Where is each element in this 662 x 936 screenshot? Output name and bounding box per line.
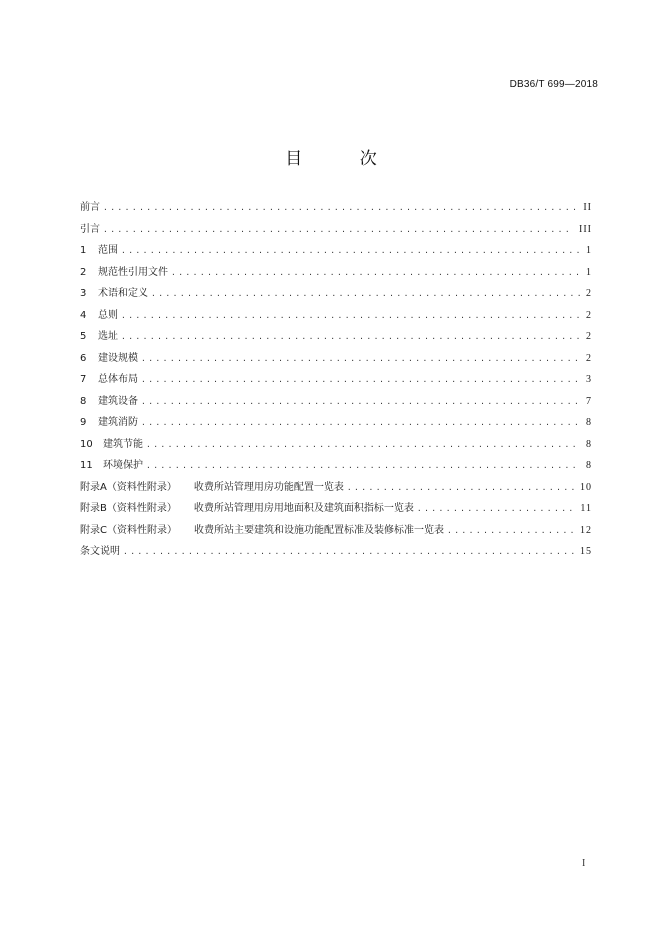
toc-entry-page: 8 [586,460,592,471]
toc-entry-title: 范围 [98,245,118,256]
toc-entry-page: 2 [586,309,592,321]
toc-entry-leader-dots [141,412,580,434]
toc-entry-label [80,348,138,370]
toc-entry-title: 总则 [98,309,118,321]
toc-entry-title: 附录C（资料性附录） [80,524,177,536]
toc-entry-number: 11 [80,460,93,471]
toc-entry-number: 4 [80,309,87,321]
toc-entry-page: 10 [580,481,592,493]
toc-entry-number: 2 [80,266,87,278]
toc-entry-page: 1 [586,266,592,278]
toc-entry-label [80,391,138,413]
toc-entry[interactable] [80,262,592,284]
toc-entry-leader-dots [417,498,574,520]
toc-entry-title: 引言 [80,223,100,235]
toc-entry-title: 环境保护 [103,460,143,471]
toc-entry-page: 2 [586,352,592,364]
toc-entry-leader-dots [171,262,580,284]
toc-entry-label [80,434,143,456]
toc-entry-page: 2 [586,288,592,299]
toc-entry-label [80,412,138,434]
toc-entry-title: 总体布局 [98,374,138,385]
toc-entry-label [80,305,118,327]
toc-entry-label [80,477,344,499]
toc-entry-number: 3 [80,288,87,299]
toc-entry-title: 建筑设备 [98,395,138,407]
toc-entry-page: 8 [586,417,592,428]
toc-entry-page: 7 [586,395,592,407]
toc-entry-title: 建设规模 [98,352,138,364]
toc-entry-title: 规范性引用文件 [98,266,168,278]
toc-entry[interactable] [80,197,592,219]
toc-entry[interactable] [80,391,592,413]
toc-entry[interactable] [80,283,592,305]
toc-entry-number: 7 [80,374,87,385]
toc-entry-label [80,240,118,262]
toc-entry-label [80,283,148,305]
toc-entry-label [80,520,444,542]
toc-entry-title: 附录A（资料性附录） [80,481,177,493]
toc-entry-leader-dots [146,434,580,456]
toc-entry-subtitle: 收费所站主要建筑和设施功能配置标准及装修标准一览表 [193,524,444,536]
toc-entry[interactable] [80,369,592,391]
toc-entry[interactable] [80,498,592,520]
toc-entry-number: 1 [80,245,87,256]
toc-entry-page: 8 [586,438,592,450]
toc-entry-number: 9 [80,417,87,428]
toc-entry-leader-dots [121,305,580,327]
toc-entry-title: 建筑消防 [98,417,138,428]
toc-entry-leader-dots [447,520,574,542]
toc-entry-label [80,498,414,520]
toc-entry-page: II [583,202,592,213]
toc-entry-page: III [579,223,592,235]
toc-entry-leader-dots [146,455,580,477]
toc-entry-leader-dots [103,197,577,219]
toc-entry[interactable] [80,477,592,499]
toc-entry-title: 前言 [80,202,100,213]
toc-entry[interactable] [80,326,592,348]
toc-entry-page: 3 [586,374,592,385]
toc-entry-title: 附录B（资料性附录） [80,503,177,514]
toc-entry-leader-dots [141,369,580,391]
toc-entry[interactable] [80,541,592,563]
toc-entry[interactable] [80,434,592,456]
toc-entry[interactable] [80,412,592,434]
toc-entry-title: 条文说明 [80,546,120,557]
toc-entry-label [80,541,120,563]
toc-entry-number: 6 [80,352,87,364]
toc-entry-label [80,369,138,391]
toc-entry-subtitle: 收费所站管理用房功能配置一览表 [193,481,344,493]
table-of-contents [80,197,592,563]
toc-entry[interactable] [80,455,592,477]
toc-entry-page: 12 [580,524,592,536]
page-number: I [582,858,586,869]
toc-entry-leader-dots [103,219,573,241]
toc-entry-leader-dots [123,541,574,563]
toc-entry-subtitle: 收费所站管理用房用地面积及建筑面积指标一览表 [193,503,414,514]
toc-entry-label [80,219,100,241]
toc-entry-leader-dots [141,391,580,413]
toc-entry-page: 15 [580,546,592,557]
toc-entry-label [80,197,100,219]
toc-entry[interactable] [80,305,592,327]
toc-entry-number: 5 [80,331,87,342]
toc-entry[interactable] [80,348,592,370]
toc-entry-page: 1 [586,245,592,256]
toc-entry-leader-dots [347,477,574,499]
toc-title: 目 次 [285,149,403,169]
toc-entry[interactable] [80,520,592,542]
toc-entry-number: 10 [80,438,93,450]
toc-entry-leader-dots [151,283,580,305]
toc-entry-title: 术语和定义 [98,288,148,299]
toc-entry[interactable] [80,219,592,241]
toc-entry[interactable] [80,240,592,262]
document-code: DB36/T 699—2018 [509,79,598,90]
toc-entry-leader-dots [121,326,580,348]
toc-entry-title: 建筑节能 [103,438,143,450]
toc-entry-label [80,455,143,477]
toc-entry-page: 11 [580,503,592,514]
toc-entry-page: 2 [586,331,592,342]
toc-entry-leader-dots [121,240,580,262]
toc-entry-number: 8 [80,395,87,407]
toc-entry-label [80,262,168,284]
toc-entry-title: 选址 [98,331,118,342]
toc-entry-label [80,326,118,348]
toc-entry-leader-dots [141,348,580,370]
